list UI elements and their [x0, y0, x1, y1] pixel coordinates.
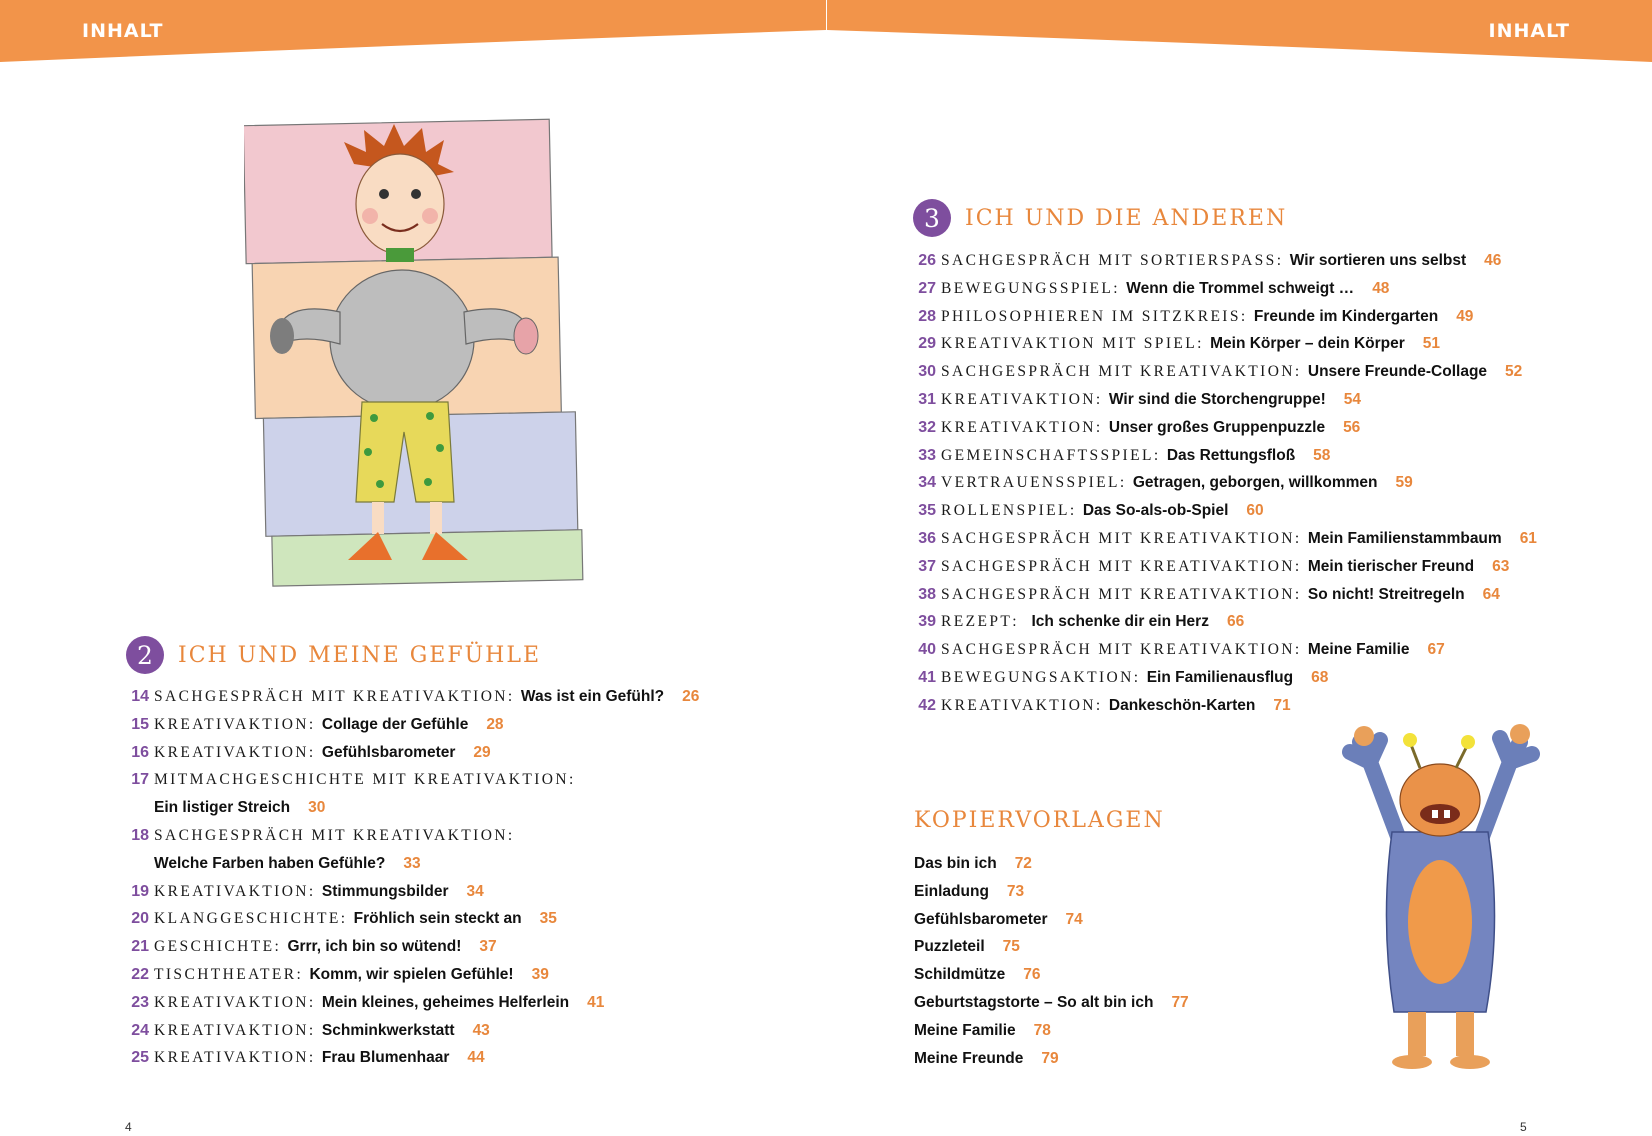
item-title: Meine Freunde [914, 1049, 1024, 1067]
entry-number: 25 [131, 1049, 149, 1067]
entry-category: TISCHTHEATER [154, 965, 297, 983]
toc-entry-continuation[interactable] [121, 799, 699, 827]
entry-number: 19 [131, 882, 149, 900]
entry-page: 54 [1343, 390, 1362, 408]
entry-page: 64 [1482, 585, 1500, 603]
item-title: Schildmütze [914, 966, 1006, 984]
entry-category: SACHGESPRÄCH MIT SORTIERSPASS [941, 252, 1277, 269]
entry-title: Das Rettungsfloß [1166, 446, 1296, 464]
entry-title: Mein Familienstammbaum [1307, 529, 1502, 547]
toc-entry[interactable]: 27 BEWEGUNGSSPIEL : Wenn die Trommel schweigt … 48 [908, 280, 1537, 308]
entry-page: 37 [479, 938, 497, 956]
entry-page: 56 [1343, 418, 1361, 436]
item-page: 72 [1014, 855, 1032, 872]
toc-entry[interactable]: 34 VERTRAUENSSPIEL : Getragen, geborgen, willkommen 59 [908, 474, 1537, 502]
entry-title: Ich schenke dir ein Herz [1031, 613, 1209, 631]
toc-entry[interactable]: 22 TISCHTHEATER : Komm, wir spielen Gefühle! 39 [121, 966, 699, 994]
entry-category: PHILOSOPHIEREN IM SITZKREIS [941, 307, 1241, 325]
entry-title: Fröhlich sein steckt an [353, 910, 522, 928]
entry-title: Unser großes Gruppenpuzzle [1108, 418, 1326, 436]
toc-entry[interactable]: 26 SACHGESPRÄCH MIT SORTIERSPASS : Wir sortieren uns selbst 46 [908, 252, 1537, 280]
entry-category: KREATIVAKTION [154, 882, 309, 900]
entry-title: Ein Familienausflug [1146, 668, 1294, 686]
item-page: 73 [1006, 882, 1025, 900]
entry-number: 16 [131, 743, 149, 761]
entry-title: Das So-als-ob-Spiel [1082, 502, 1229, 520]
entry-title: Schminkwerkstatt [321, 1021, 455, 1039]
entry-number: 33 [918, 446, 936, 464]
entry-title: Wenn die Trommel schweigt … [1126, 279, 1355, 297]
entry-page: 51 [1422, 335, 1441, 353]
entry-title: Wir sortieren uns selbst [1289, 252, 1467, 269]
entry-title: Was ist ein Gefühl? [520, 688, 665, 705]
entry-page: 41 [587, 993, 605, 1011]
entry-category: KREATIVAKTION [154, 715, 309, 733]
entry-number: 31 [918, 390, 936, 408]
entry-category: SACHGESPRÄCH MIT KREATIVAKTION [941, 363, 1295, 381]
list-item[interactable] [914, 855, 1189, 883]
toc-entry[interactable]: 29 KREATIVAKTION MIT SPIEL : Mein Körper – dein Körper 51 [908, 335, 1537, 363]
entry-title: Wir sind die Storchengruppe! [1108, 390, 1326, 408]
entry-page: 63 [1492, 557, 1510, 575]
entry-number: 26 [918, 252, 936, 269]
entry-number: 38 [918, 585, 936, 603]
entry-title: Stimmungsbilder [321, 882, 449, 900]
entry-number: 14 [131, 688, 149, 705]
page-number-right: 5 [1520, 1120, 1527, 1134]
kopiervorlagen-title: KOPIERVORLAGEN [914, 808, 1165, 833]
entry-number: 20 [131, 910, 149, 928]
entry-number: 23 [131, 993, 149, 1011]
header-label-left: INHALT [82, 20, 164, 42]
list-item[interactable] [914, 966, 1189, 994]
section-2-toc [121, 688, 699, 1077]
toc-entry[interactable]: 25 KREATIVAKTION : Frau Blumenhaar 44 [121, 1049, 699, 1077]
list-item[interactable] [914, 938, 1189, 966]
entry-page: 68 [1311, 668, 1329, 686]
list-item[interactable] [914, 911, 1189, 939]
entry-category: SACHGESPRÄCH MIT KREATIVAKTION [941, 529, 1295, 547]
list-item[interactable] [914, 1022, 1189, 1050]
entry-category: KREATIVAKTION [154, 743, 309, 761]
entry-number: 22 [131, 965, 149, 983]
toc-entry-continuation[interactable] [121, 855, 699, 883]
toc-entry[interactable]: 35 ROLLENSPIEL : Das So-als-ob-Spiel 60 [908, 502, 1537, 530]
toc-entry[interactable]: 28 PHILOSOPHIEREN IM SITZKREIS : Freunde im Kindergarten 49 [908, 308, 1537, 336]
section-3-toc [908, 252, 1537, 725]
entry-number: 34 [918, 474, 936, 492]
toc-entry[interactable]: 15 KREATIVAKTION : Collage der Gefühle 28 [121, 716, 699, 744]
entry-category: REZEPT [941, 613, 1013, 631]
entry-category: MITMACHGESCHICHTE MIT KREATIVAKTION [154, 771, 569, 789]
toc-entry[interactable]: 14 SACHGESPRÄCH MIT KREATIVAKTION : Was ist ein Gefühl? 26 [121, 688, 699, 716]
section-title: ICH UND MEINE GEFÜHLE [178, 642, 541, 668]
page-number-left: 4 [125, 1120, 132, 1134]
section-3-heading [913, 199, 1287, 237]
toc-entry[interactable]: 36 SACHGESPRÄCH MIT KREATIVAKTION : Mein Familienstammbaum 61 [908, 530, 1537, 558]
entry-number: 36 [918, 529, 936, 547]
entry-category: SACHGESPRÄCH MIT KREATIVAKTION [154, 688, 508, 705]
toc-entry[interactable]: 18 SACHGESPRÄCH MIT KREATIVAKTION : [121, 827, 699, 855]
entry-page: 33 [403, 854, 421, 872]
list-item[interactable] [914, 883, 1189, 911]
item-page: 76 [1023, 966, 1041, 984]
header-label-right: INHALT [1488, 20, 1570, 42]
kopiervorlagen-list [914, 855, 1189, 1077]
entry-category: KREATIVAKTION MIT SPIEL [941, 335, 1198, 353]
entry-number: 32 [918, 418, 936, 436]
entry-number: 24 [131, 1021, 149, 1039]
entry-number: 40 [918, 641, 936, 659]
toc-entry[interactable]: 42 KREATIVAKTION : Dankeschön-Karten 71 [908, 697, 1537, 725]
toc-entry[interactable]: 39 REZEPT : Ich schenke dir ein Herz 66 [908, 613, 1537, 641]
entry-page: 49 [1456, 307, 1474, 325]
toc-entry[interactable]: 40 SACHGESPRÄCH MIT KREATIVAKTION : Meine Familie 67 [908, 641, 1537, 669]
entry-title: Welche Farben haben Gefühle? [154, 854, 386, 872]
entry-number: 21 [131, 938, 149, 956]
entry-page: 71 [1273, 696, 1291, 714]
toc-entry[interactable]: 41 BEWEGUNGSAKTION : Ein Familienausflug 68 [908, 669, 1537, 697]
entry-title: Gefühlsbarometer [321, 743, 456, 761]
entry-page: 44 [467, 1049, 485, 1067]
entry-page: 61 [1519, 529, 1537, 547]
toc-entry[interactable]: 37 SACHGESPRÄCH MIT KREATIVAKTION : Mein tierischer Freund 63 [908, 558, 1537, 586]
list-item[interactable] [914, 994, 1189, 1022]
section-number-badge: 3 [913, 199, 951, 237]
entry-page: 34 [466, 882, 484, 900]
entry-category: KREATIVAKTION [154, 1021, 309, 1039]
item-page: 74 [1065, 910, 1083, 928]
entry-title: Collage der Gefühle [321, 715, 469, 733]
entry-title: Unsere Freunde-Collage [1307, 363, 1488, 381]
entry-category: KREATIVAKTION [154, 1049, 309, 1067]
entry-page: 39 [531, 965, 549, 983]
entry-title: Ein listiger Streich [154, 799, 291, 817]
item-page: 79 [1041, 1049, 1059, 1067]
list-item[interactable] [914, 1050, 1189, 1078]
item-title: Puzzleteil [914, 938, 985, 956]
entry-page: 29 [473, 743, 491, 761]
entry-title: Meine Familie [1307, 641, 1410, 659]
boy-illustration [244, 112, 600, 588]
entry-number: 18 [131, 826, 149, 844]
entry-category: KREATIVAKTION [154, 993, 309, 1011]
entry-category: SACHGESPRÄCH MIT KREATIVAKTION [154, 826, 508, 844]
toc-entry[interactable]: 33 GEMEINSCHAFTSSPIEL : Das Rettungsfloß 58 [908, 447, 1537, 475]
entry-category: KREATIVAKTION [941, 418, 1096, 436]
entry-category: SACHGESPRÄCH MIT KREATIVAKTION [941, 641, 1295, 659]
entry-number: 37 [918, 557, 936, 575]
entry-title: Frau Blumenhaar [321, 1049, 450, 1067]
toc-entry[interactable]: 38 SACHGESPRÄCH MIT KREATIVAKTION : So nicht! Streitregeln 64 [908, 586, 1537, 614]
item-title: Das bin ich [914, 855, 997, 872]
entry-number: 27 [918, 279, 936, 297]
entry-number: 30 [918, 363, 936, 381]
entry-page: 59 [1395, 474, 1413, 492]
entry-page: 52 [1505, 363, 1523, 381]
item-title: Meine Familie [914, 1021, 1016, 1039]
toc-entry[interactable]: 31 KREATIVAKTION : Wir sind die Storchengruppe! 54 [908, 391, 1537, 419]
entry-category: ROLLENSPIEL [941, 502, 1070, 520]
entry-category: SACHGESPRÄCH MIT KREATIVAKTION [941, 585, 1295, 603]
toc-entry[interactable]: 19 KREATIVAKTION : Stimmungsbilder 34 [121, 883, 699, 911]
item-title: Geburtstagstorte – So alt bin ich [914, 993, 1154, 1011]
entry-category: BEWEGUNGSSPIEL [941, 279, 1114, 297]
entry-category: KREATIVAKTION [941, 390, 1096, 408]
entry-page: 28 [486, 715, 504, 733]
entry-title: Getragen, geborgen, willkommen [1132, 474, 1378, 492]
entry-number: 42 [918, 696, 936, 714]
toc-entry[interactable]: 23 KREATIVAKTION : Mein kleines, geheimes Helferlein 41 [121, 994, 699, 1022]
entry-category: BEWEGUNGSAKTION [941, 668, 1134, 686]
entry-page: 26 [682, 688, 700, 705]
toc-entry[interactable]: 24 KREATIVAKTION : Schminkwerkstatt 43 [121, 1022, 699, 1050]
header-band [0, 0, 1652, 64]
toc-entry[interactable]: 16 KREATIVAKTION : Gefühlsbarometer 29 [121, 744, 699, 772]
entry-number: 28 [918, 307, 936, 325]
entry-title: Komm, wir spielen Gefühle! [309, 965, 514, 983]
entry-page: 67 [1427, 641, 1445, 659]
entry-page: 43 [472, 1021, 490, 1039]
item-title: Gefühlsbarometer [914, 910, 1048, 928]
entry-category: KREATIVAKTION [941, 696, 1096, 714]
section-2-heading [126, 636, 541, 674]
entry-page: 46 [1484, 252, 1502, 269]
entry-category: VERTRAUENSSPIEL [941, 474, 1120, 492]
toc-entry[interactable]: 17 MITMACHGESCHICHTE MIT KREATIVAKTION : [121, 771, 699, 799]
entry-page: 60 [1246, 502, 1264, 520]
entry-number: 29 [918, 335, 936, 353]
toc-entry[interactable]: 30 SACHGESPRÄCH MIT KREATIVAKTION : Unsere Freunde-Collage 52 [908, 363, 1537, 391]
section-title: ICH UND DIE ANDEREN [965, 205, 1288, 231]
entry-page: 30 [308, 799, 326, 817]
entry-title: Freunde im Kindergarten [1253, 307, 1439, 325]
entry-category: SACHGESPRÄCH MIT KREATIVAKTION [941, 557, 1295, 575]
entry-page: 66 [1226, 613, 1245, 631]
entry-category: KLANGGESCHICHTE [154, 910, 341, 928]
entry-title: So nicht! Streitregeln [1307, 585, 1465, 603]
entry-page: 58 [1313, 446, 1331, 464]
entry-title: Mein kleines, geheimes Helferlein [321, 993, 570, 1011]
entry-number: 41 [918, 668, 936, 686]
item-page: 75 [1002, 938, 1020, 956]
item-title: Einladung [914, 882, 989, 900]
entry-title: Grrr, ich bin so wütend! [287, 938, 462, 956]
entry-category: GESCHICHTE [154, 938, 275, 956]
monster-illustration [1340, 722, 1540, 1094]
entry-title: Dankeschön-Karten [1108, 696, 1256, 714]
entry-number: 17 [131, 771, 149, 789]
entry-number: 39 [918, 613, 936, 631]
entry-number: 15 [131, 715, 149, 733]
entry-title: Mein Körper – dein Körper [1210, 335, 1405, 353]
entry-page: 35 [539, 910, 557, 928]
entry-category: GEMEINSCHAFTSSPIEL [941, 446, 1154, 464]
item-page: 78 [1033, 1021, 1051, 1039]
entry-title: Mein tierischer Freund [1307, 557, 1475, 575]
entry-page: 48 [1372, 279, 1390, 297]
item-page: 77 [1171, 993, 1189, 1011]
section-number-badge: 2 [126, 636, 164, 674]
toc-entry[interactable]: 20 KLANGGESCHICHTE : Fröhlich sein steckt an 35 [121, 910, 699, 938]
entry-number: 35 [918, 502, 936, 520]
toc-entry[interactable]: 21 GESCHICHTE : Grrr, ich bin so wütend! 37 [121, 938, 699, 966]
toc-entry[interactable]: 32 KREATIVAKTION : Unser großes Gruppenpuzzle 56 [908, 419, 1537, 447]
